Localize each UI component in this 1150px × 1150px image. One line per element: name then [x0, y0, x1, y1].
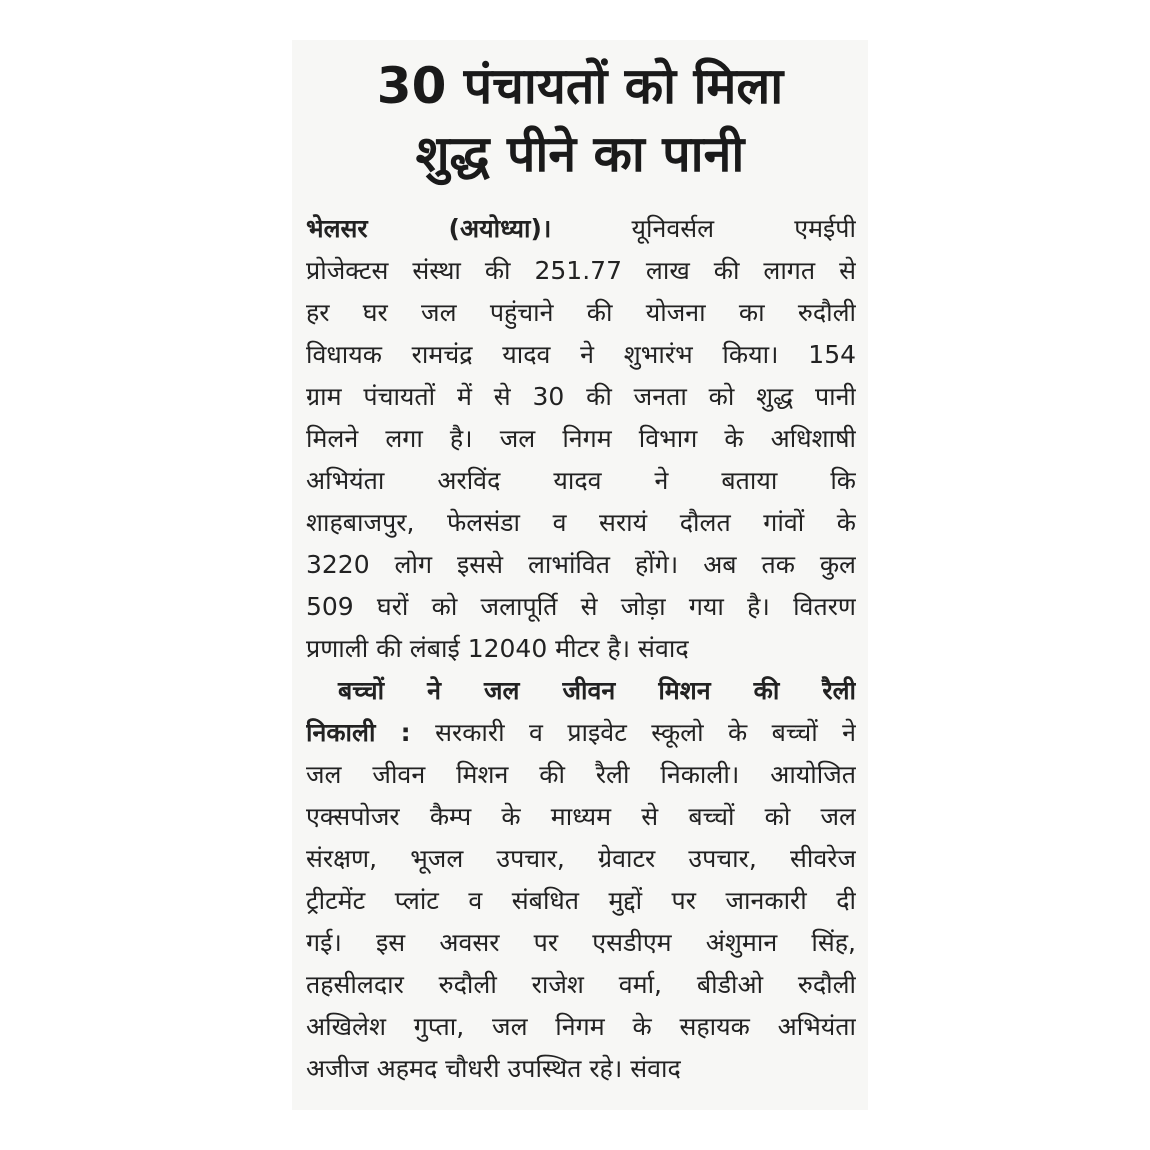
article-line: 3220 लोग इससे लाभांवित होंगे। अब तक कुल	[306, 550, 856, 579]
article-line: अजीज अहमद चौधरी उपस्थित रहे। संवाद	[306, 1054, 681, 1083]
subhead-end: निकाली :	[306, 718, 411, 747]
article-line: भेलसर (अयोध्या)। यूनिवर्सल एमईपी	[306, 214, 856, 243]
article-line: अभियंता अरविंद यादव ने बताया कि	[306, 466, 856, 495]
article-line: 509 घरों को जलापूर्ति से जोड़ा गया है। वितरण	[306, 592, 856, 621]
article-body	[306, 208, 856, 1090]
article-line: निकाली : सरकारी व प्राइवेट स्कूलो के बच्चों ने	[306, 718, 856, 747]
article-line: विधायक रामचंद्र यादव ने शुभारंभ किया। 154	[306, 340, 856, 369]
article-line: ट्रीटमेंट प्लांट व संबधित मुद्दों पर जानकारी दी	[306, 886, 856, 915]
article-line: संरक्षण, भूजल उपचार, ग्रेवाटर उपचार, सीवरेज	[306, 844, 856, 873]
article-line: जल जीवन मिशन की रैली निकाली। आयोजित	[306, 760, 856, 789]
article-line: एक्सपोजर कैम्प के माध्यम से बच्चों को जल	[306, 802, 856, 831]
article-line: प्रणाली की लंबाई 12040 मीटर है। संवाद	[306, 634, 689, 663]
headline-line-1: 30 पंचायतों को मिला	[376, 57, 784, 115]
article-line: मिलने लगा है। जल निगम विभाग के अधिशाषी	[306, 424, 856, 453]
article-line: शाहबाजपुर, फेलसंडा व सरायं दौलत गांवों के	[306, 508, 856, 537]
headline-line-2: शुद्ध पीने का पानी	[415, 125, 745, 183]
headline	[292, 52, 868, 188]
article-line: अखिलेश गुप्ता, जल निगम के सहायक अभियंता	[306, 1012, 856, 1041]
subhead-line: बच्चों ने जल जीवन मिशन की रैली	[338, 676, 856, 705]
article-line: ग्राम पंचायतों में से 30 की जनता को शुद्ध पानी	[306, 382, 856, 411]
dateline: भेलसर (अयोध्या)।	[306, 214, 552, 243]
article-line: हर घर जल पहुंचाने की योजना का रुदौली	[306, 298, 856, 327]
article-line: प्रोजेक्टस संस्था की 251.77 लाख की लागत से	[306, 256, 856, 285]
article-line: तहसीलदार रुदौली राजेश वर्मा, बीडीओ रुदौली	[306, 970, 856, 999]
article-line: गई। इस अवसर पर एसडीएम अंशुमान सिंह,	[306, 928, 856, 957]
